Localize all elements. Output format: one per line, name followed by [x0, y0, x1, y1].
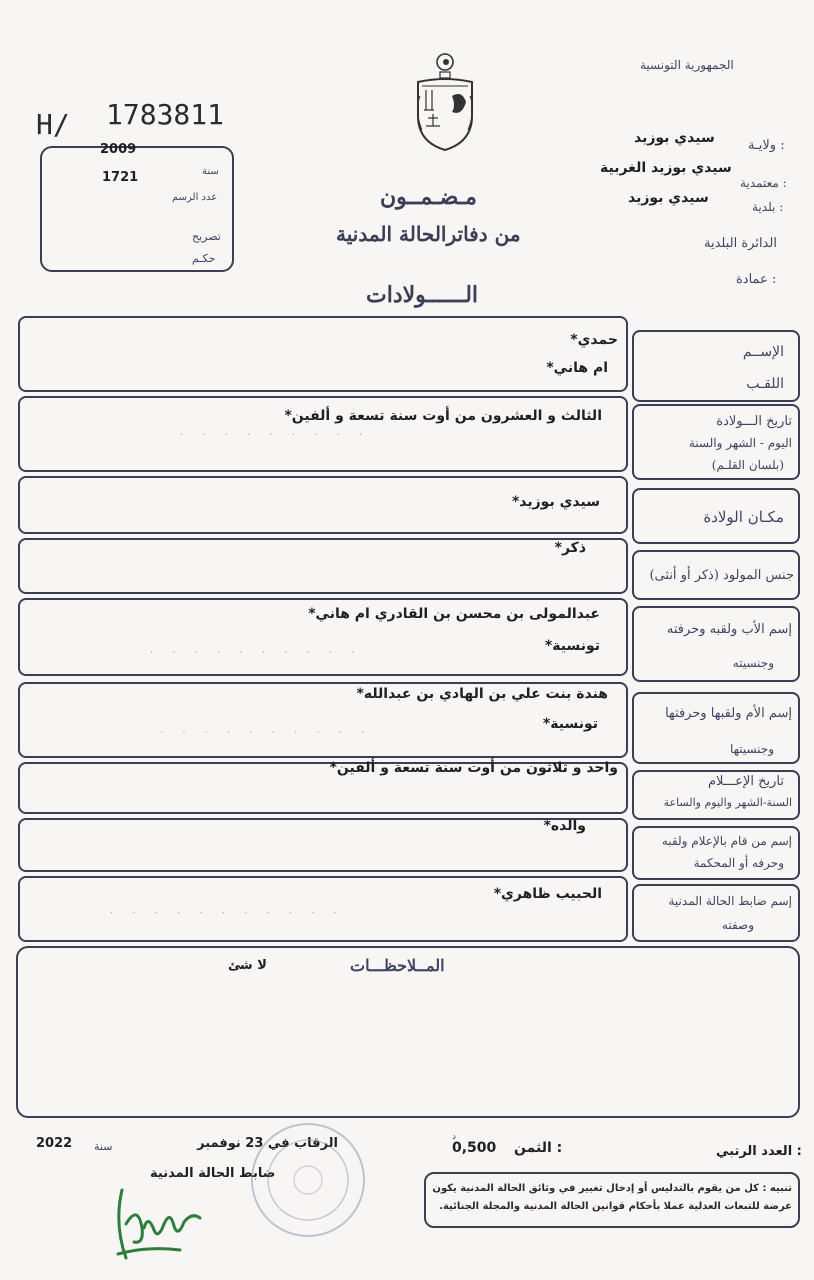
sex-label: جنس المولود (ذكر أو أنثى)	[649, 568, 794, 583]
first-name-label: الإســم	[742, 344, 784, 360]
dotted-line: · · · · · · · · ·	[180, 430, 371, 441]
birth-date-note: (بلسان القلـم)	[711, 458, 784, 472]
footer-place-date: الرقاب في 23 نوفمبر	[197, 1136, 338, 1151]
motamadia-value: سيدي بوزيد الغربية	[600, 160, 732, 176]
birth-date-label: تاريخ الـــولادة	[716, 414, 792, 429]
birth-place-label: مكـان الولادة	[703, 508, 784, 526]
footer-year-label: سنة	[94, 1140, 113, 1153]
order-number-label: العدد الرتبي :	[716, 1144, 802, 1159]
title-registers: من دفاترالحالة المدنية	[336, 222, 521, 246]
father-nationality-label: وجنسيته	[732, 656, 774, 670]
remarks-label: المــلاحظـــات	[350, 956, 445, 975]
title-births: الــــــولادات	[366, 282, 479, 308]
registry-declaration-label: تصريح	[192, 230, 221, 243]
dotted-line: · · · · · · · · · · ·	[110, 908, 345, 919]
price-label: الثمن :	[514, 1140, 563, 1156]
row-father-label-box	[632, 606, 800, 682]
father-value: عبدالمولى بن محسن بن القادري ام هاني*	[308, 606, 600, 622]
first-name-value: حمدي*	[570, 332, 618, 348]
sex-value: ذكر*	[554, 540, 586, 556]
registry-judgment-label: حكـم	[192, 252, 216, 265]
dotted-line: · · · · · · · · · ·	[160, 728, 373, 739]
declaration-date-sublabel: السنة-الشهر واليوم والساعة	[663, 796, 792, 809]
declaration-date-value: واحد و ثلاثون من أوت سنة تسعة و ألفين*	[329, 760, 618, 776]
row-declarant-value-box	[18, 818, 628, 872]
row-name-value-box	[18, 316, 628, 392]
dotted-line: · · · · · · · · · ·	[150, 648, 363, 659]
surname-value: ام هاني*	[546, 360, 608, 376]
wilaya-label: ولايـة :	[748, 138, 785, 153]
serial-number: 1783811	[106, 98, 225, 131]
officer-label: إسم ضابط الحالة المدنية	[668, 894, 792, 908]
omada-label: عمادة :	[736, 272, 777, 287]
title-extract: مـضـمــون	[380, 184, 477, 210]
price-value: 0,500	[452, 1140, 497, 1156]
mother-nationality: تونسية*	[542, 716, 598, 732]
mother-nationality-label: وجنسيتها	[730, 742, 774, 756]
mother-label: إسم الأم ولقبها وحرفتها	[665, 706, 792, 721]
declarant-value: والده*	[543, 818, 586, 834]
warning-text: تنبيه : كل من يقوم بالتدليس أو إدخال تغيير في وثائق الحالة المدنية يكون عرضة للتبعات العدلية عملا بأحكام قوانين الحالة المدنية والمجلة الجنائية.	[432, 1183, 792, 1212]
surname-label: اللقـب	[746, 376, 784, 392]
footer-year-value: 2022	[36, 1136, 73, 1151]
baladia-value: سيدي بوزيد	[628, 190, 709, 206]
declarant-sublabel: وحرفه أو المحكمة	[693, 856, 784, 870]
father-label: إسم الأب ولقبه وحرفته	[666, 622, 792, 637]
officer-signature	[108, 1184, 208, 1264]
serial-prefix: H/	[36, 108, 70, 141]
father-nationality: تونسية*	[544, 638, 600, 654]
row-sex-value-box	[18, 538, 628, 594]
daira-label: الدائرة البلدية	[704, 236, 777, 251]
mother-value: هندة بنت علي بن الهادي بن عبدالله*	[356, 686, 608, 702]
registry-number-value: 1721	[102, 170, 139, 185]
baladia-label: بلدية :	[752, 200, 784, 214]
officer-value: الحبيب ظاهري*	[493, 886, 602, 902]
registry-number-label: عدد الرسم	[172, 192, 218, 203]
registry-year-value: 2009	[100, 142, 137, 157]
birth-place-value: سيدي بوزيد*	[511, 494, 600, 510]
registry-year-label: سنة	[202, 166, 219, 177]
remarks-value: لا شئ	[228, 958, 267, 973]
birth-date-value: الثالث و العشرون من أوت سنة تسعة و ألفين*	[284, 408, 602, 424]
footer-officer-title: ضابط الحالة المدنية	[150, 1166, 276, 1181]
row-mother-label-box	[632, 692, 800, 764]
officer-sublabel: وصفته	[721, 918, 754, 932]
row-officer-label-box	[632, 884, 800, 942]
republic-header: الجمهورية التونسية	[640, 58, 734, 72]
official-stamp-icon	[246, 1118, 370, 1242]
declaration-date-label: تاريخ الإعـــلام	[707, 774, 784, 789]
birth-date-sublabel: اليوم - الشهر والسنة	[688, 436, 792, 450]
wilaya-value: سيدي بوزيد	[634, 130, 715, 146]
declarant-label: إسم من قام بالإعلام ولقبه	[661, 834, 792, 848]
tunisia-coat-of-arms-icon	[412, 50, 478, 154]
price-unit: د	[452, 1132, 457, 1142]
motamadia-label: معتمدية :	[740, 176, 787, 190]
